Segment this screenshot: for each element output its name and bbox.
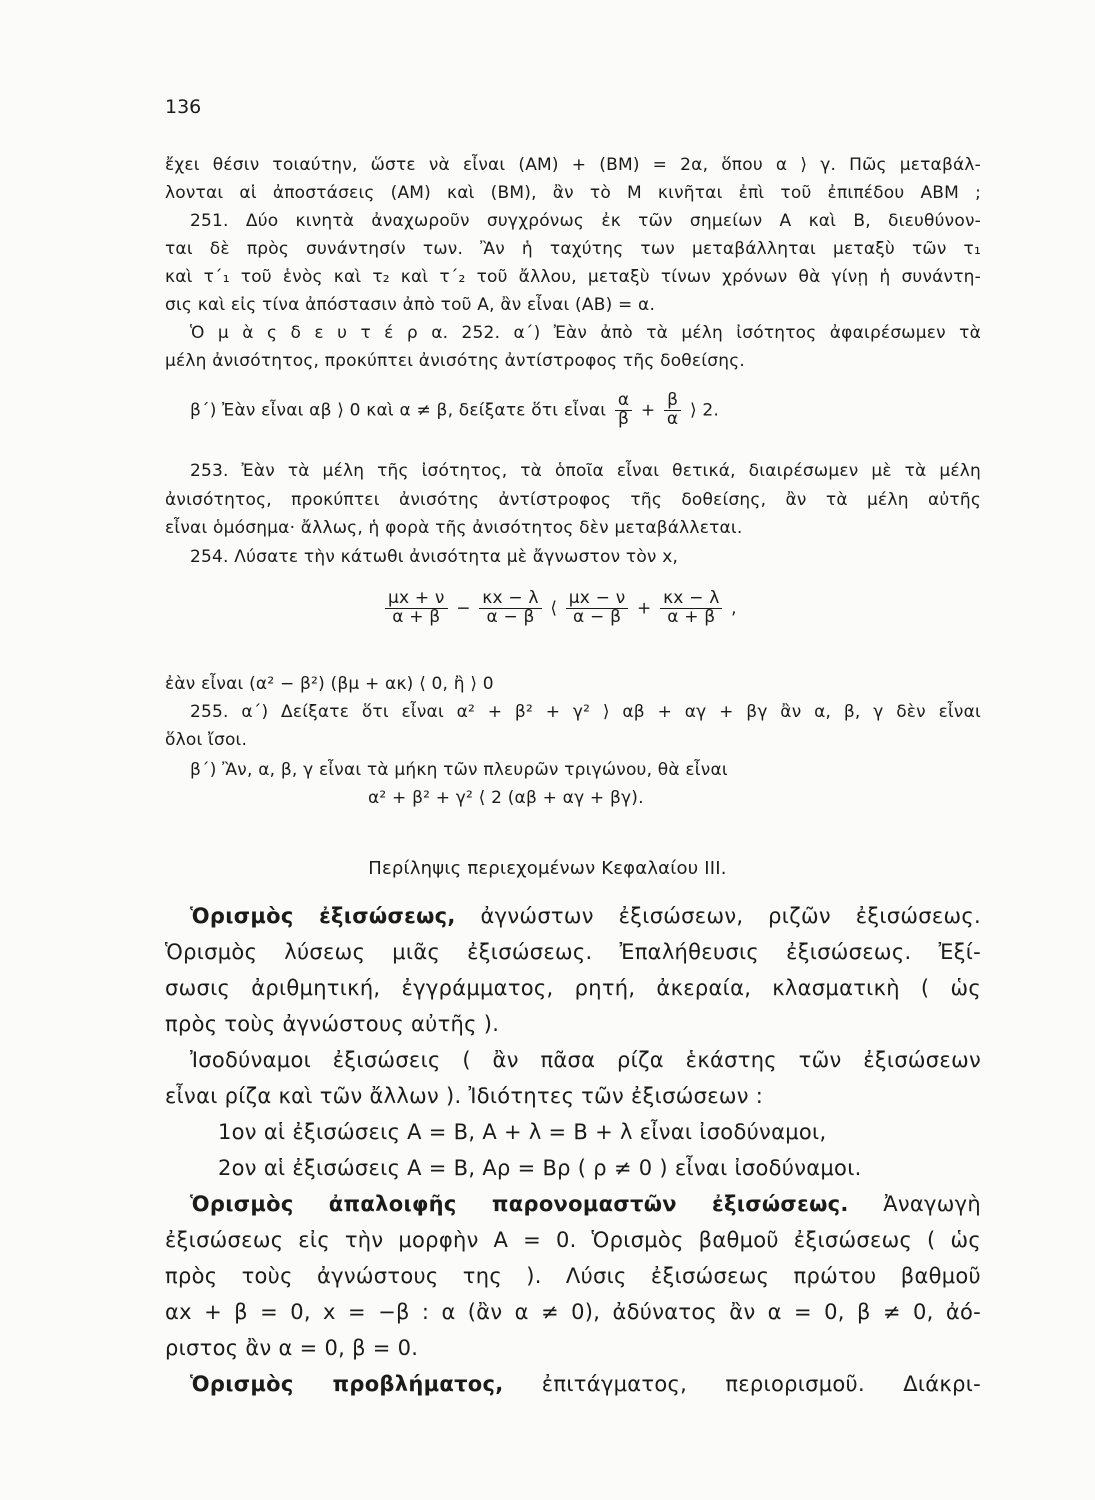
summary-text: ἀγνώστων ἐξισώσεων, ριζῶν ἐξισώσεως. — [455, 904, 982, 928]
property-item-2: 2ον αἱ ἐξισώσεις Α = Β, Αρ = Βρ ( ρ ≠ 0 ) εἶναι ἰσοδύναμοι. — [218, 1156, 862, 1180]
fraction-term-2 — [479, 590, 541, 627]
summary-paragraph-1 — [190, 904, 981, 928]
minus-sign: − — [456, 598, 471, 619]
fraction-numerator: κx − λ — [660, 590, 722, 609]
text-line: ὅλοι ἴσοι. — [165, 730, 248, 750]
fraction-numerator: μx − ν — [566, 590, 629, 609]
fraction-term-3 — [566, 590, 629, 627]
summary-bold-term: Ὁρισμὸς ἐξισώσεως, — [190, 904, 456, 928]
text-line: ἀνισότητος, προκύπτει ἀνισότης ἀντίστροφος τῆς δοθείσης, ἂν τὰ μέλη αὐτῆς — [165, 490, 981, 510]
ex252b-text: β΄) Ἐὰν εἶναι αβ ⟩ 0 καὶ α ≠ β, δείξατε ὅτι εἶναι — [190, 400, 607, 421]
text-line: σις καὶ εἰς τίνα ἀπόστασιν ἀπὸ τοῦ Α, ἂν εἶναι (ΑΒ) = α. — [165, 295, 656, 315]
fraction-numerator: μx + ν — [385, 590, 448, 609]
page-number: 136 — [165, 96, 202, 118]
exercise-255b: β΄) Ἂν, α, β, γ εἶναι τὰ μήκη τῶν πλευρῶν τριγώνου, θὰ εἶναι — [190, 760, 728, 780]
text-line: πρὸς τοὺς ἀγνώστους της ). Λύσις ἐξισώσεως πρώτου βαθμοῦ — [165, 1264, 981, 1288]
fraction-denominator: α + β — [667, 606, 716, 627]
text-line: εἶναι ὁμόσημα· ἄλλως, ἡ φορὰ τῆς ἀνισότητος δὲν μεταβάλλεται. — [165, 518, 743, 538]
fraction-denominator: α − β — [573, 606, 622, 627]
less-than-sign: ⟨ — [550, 598, 558, 619]
ex252b-tail: ⟩ 2. — [689, 400, 719, 421]
fraction-denominator: α — [666, 408, 679, 429]
fraction-numerator: β — [664, 392, 681, 411]
fraction-denominator: α + β — [392, 606, 441, 627]
text-line: μέλη ἀνισότητος, προκύπτει ἀνισότης ἀντίστροφος τῆς δοθείσης. — [165, 351, 745, 371]
plus-sign: + — [640, 400, 656, 421]
text-line: αx + β = 0, x = −β : α (ἂν α ≠ 0), ἀδύνατος ἂν α = 0, β ≠ 0, ἀό- — [165, 1300, 981, 1324]
text-line: Ὁρισμὸς λύσεως μιᾶς ἐξισώσεως. Ἐπαλήθευσις ἐξισώσεως. Ἐξί- — [165, 940, 981, 964]
fraction-term-1 — [385, 590, 448, 627]
fraction-denominator: α − β — [486, 606, 535, 627]
fraction-numerator: κx − λ — [479, 590, 541, 609]
summary-paragraph-3 — [190, 1192, 981, 1216]
summary-text: Ἀναγωγὴ — [848, 1192, 982, 1216]
text-line: σωσις ἀριθμητική, ἐγγράμματος, ρητή, ἀκεραία, κλασματικὴ ( ὡς — [165, 976, 981, 1000]
text-line: πρὸς τοὺς ἀγνώστους αὐτῆς ). — [165, 1012, 500, 1036]
exercise-253: 253. Ἐὰν τὰ μέλη τῆς ἰσότητος, τὰ ὁποῖα εἶναι θετικά, διαιρέσωμεν μὲ τὰ μέλη — [190, 461, 981, 481]
fraction-term-4 — [660, 590, 722, 627]
exercise-254: 254. Λύσατε τὴν κάτωθι ἀνισότητα μὲ ἄγνωστον τὸν x, — [190, 547, 679, 567]
text-line: καὶ τ΄₁ τοῦ ἑνὸς καὶ τ₂ καὶ τ΄₂ τοῦ ἄλλου, μεταξὺ τίνων χρόνων θὰ γίνῃ ἡ συνάντη- — [165, 267, 981, 287]
plus-sign: + — [637, 598, 652, 619]
fraction-denominator: β — [618, 408, 630, 429]
text-line: λονται αἱ ἀποστάσεις (ΑΜ) καὶ (ΒΜ), ἂν τὸ Μ κινῆται ἐπὶ τοῦ ἐπιπέδου ΑΒΜ ; — [165, 183, 981, 203]
text-line: ἐξισώσεως εἰς τὴν μορφὴν Α = 0. Ὁρισμὸς βαθμοῦ ἐξισώσεως ( ὡς — [165, 1228, 981, 1252]
summary-heading: Περίληψις περιεχομένων Κεφαλαίου ΙΙΙ. — [368, 858, 727, 879]
text-line: ριστος ἂν α = 0, β = 0. — [165, 1336, 419, 1360]
text-line: εἶναι ρίζα καὶ τῶν ἄλλων ). Ἰδιότητες τῶν ἐξισώσεων : — [165, 1084, 764, 1108]
text-line: ἔχει θέσιν τοιαύτην, ὥστε νὰ εἶναι (ΑΜ) + (ΒΜ) = 2α, ὅπου α ⟩ γ. Πῶς μεταβάλ- — [165, 155, 981, 175]
summary-paragraph-2: Ἰσοδύναμοι ἐξισώσεις ( ἂν πᾶσα ρίζα ἑκάστης τῶν ἐξισώσεων — [190, 1048, 981, 1072]
text-line: ται δὲ πρὸς συνάντησίν των. Ἂν ἡ ταχύτης των μεταβάλληται μεταξὺ τῶν τ₁ — [165, 239, 981, 259]
exercise-255a: 255. α΄) Δείξατε ὅτι εἶναι α² + β² + γ² ⟩ αβ + αγ + βγ ἂν α, β, γ δὲν εἶναι — [190, 702, 981, 722]
inequality-254 — [382, 590, 737, 627]
section-group-two: Ὁ μ ὰ ς δ ε υ τ έ ρ α. 252. α΄) Ἐὰν ἀπὸ τὰ μέλη ἰσότητος ἀφαιρέσωμεν τὰ — [190, 323, 981, 343]
fraction-a-over-b — [615, 392, 632, 429]
summary-bold-term: Ὁρισμὸς ἀπαλοιφῆς παρονομαστῶν ἐξισώσεως. — [190, 1192, 849, 1216]
property-item-1: 1ον αἱ ἐξισώσεις Α = Β, Α + λ = Β + λ εἶναι ἰσοδύναμοι, — [218, 1120, 827, 1144]
comma: , — [731, 598, 737, 619]
summary-bold-term: Ὁρισμὸς προβλήματος, — [190, 1372, 504, 1396]
summary-text: ἐπιτάγματος, περιορισμοῦ. Διάκρι- — [503, 1372, 982, 1396]
fraction-numerator: α — [615, 392, 632, 411]
formula-line: α² + β² + γ² ⟨ 2 (αβ + αγ + βγ). — [368, 788, 644, 808]
fraction-b-over-a — [664, 392, 681, 429]
exercise-251: 251. Δύο κινητὰ ἀναχωροῦν συγχρόνως ἐκ τῶν σημείων Α καὶ Β, διευθύνον- — [190, 211, 981, 231]
condition-line: ἐὰν εἶναι (α² − β²) (βμ + ακ) ⟨ 0, ἢ ⟩ 0 — [165, 674, 494, 694]
summary-paragraph-4 — [190, 1372, 981, 1396]
exercise-252b — [190, 392, 719, 429]
